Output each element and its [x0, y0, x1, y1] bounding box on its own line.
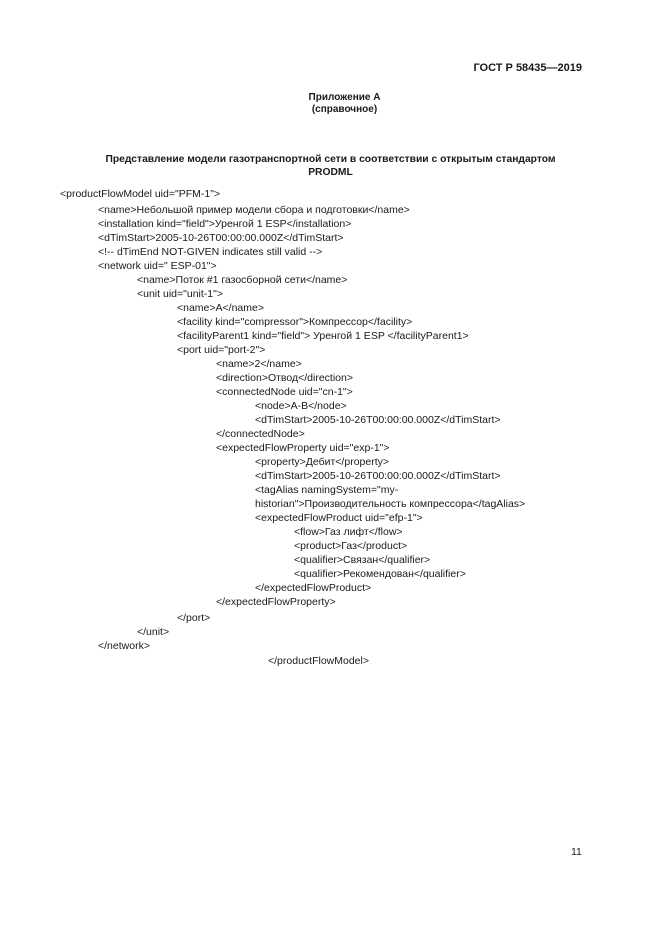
code-comment: <!-- dTimEnd NOT-GIVEN indicates still valid --> — [98, 246, 323, 258]
code-line: <name>A</name> — [177, 302, 264, 314]
code-line: </unit> — [137, 626, 170, 638]
code-line: <network uid=" ESP-01"> — [98, 260, 217, 272]
code-line: <flow>Газ лифт</flow> — [294, 526, 403, 538]
code-line: <dTimStart>2005-10-26T00:00:00.000Z</dTimStart> — [255, 414, 501, 426]
code-line: </productFlowModel> — [268, 655, 369, 667]
code-line: <expectedFlowProperty uid="exp-1"> — [216, 442, 390, 454]
code-line: </network> — [98, 640, 150, 652]
code-line: <direction>Отвод</direction> — [216, 372, 353, 384]
page-number: 11 — [571, 846, 582, 858]
code-line: </expectedFlowProperty> — [216, 596, 336, 608]
heading-line-1: Представление модели газотранспортной сети в соответствии с открытым стандартом — [105, 154, 556, 165]
code-line: </expectedFlowProduct> — [255, 582, 372, 594]
code-line: <unit uid="unit-1"> — [137, 288, 223, 300]
code-line: <tagAlias namingSystem="my- — [255, 484, 399, 496]
code-line: <name>Поток #1 газосборной сети</name> — [137, 274, 348, 286]
code-line: <port uid="port-2"> — [177, 344, 266, 356]
annex-title: Приложение А — [308, 92, 381, 103]
code-line: <name>Небольшой пример модели сбора и подготовки</name> — [98, 204, 410, 216]
code-line: </port> — [177, 612, 211, 624]
code-line: <facilityParent1 kind="field"> Уренгой 1 ESP </facilityParent1> — [177, 330, 469, 342]
code-line: <name>2</name> — [216, 358, 302, 370]
standard-id: ГОСТ Р 58435—2019 — [473, 62, 582, 74]
code-line: <facility kind="compressor">Компрессор</facility> — [177, 316, 413, 328]
code-line: <productFlowModel uid="PFM-1"> — [60, 188, 221, 200]
code-line: <product>Газ</product> — [294, 540, 408, 552]
code-line: <node>A-B</node> — [255, 400, 347, 412]
code-line: <expectedFlowProduct uid="efp-1"> — [255, 512, 423, 524]
heading-line-2: PRODML — [308, 167, 353, 178]
code-line: <installation kind="field">Уренгой 1 ESP</installation> — [98, 218, 352, 230]
code-line: historian">Производительность компрессора</tagAlias> — [255, 498, 526, 510]
code-line: <qualifier>Связан</qualifier> — [294, 554, 431, 566]
section-heading — [60, 153, 601, 179]
code-line: </connectedNode> — [216, 428, 305, 440]
annex-header — [0, 92, 661, 116]
annex-note: (справочное) — [311, 104, 378, 115]
code-line: <qualifier>Рекомендован</qualifier> — [294, 568, 466, 580]
code-line: <property>Дебит</property> — [255, 456, 390, 468]
code-line: <connectedNode uid="cn-1"> — [216, 386, 353, 398]
code-line: <dTimStart>2005-10-26T00:00:00.000Z</dTimStart> — [98, 232, 344, 244]
code-line: <dTimStart>2005-10-26T00:00:00.000Z</dTimStart> — [255, 470, 501, 482]
